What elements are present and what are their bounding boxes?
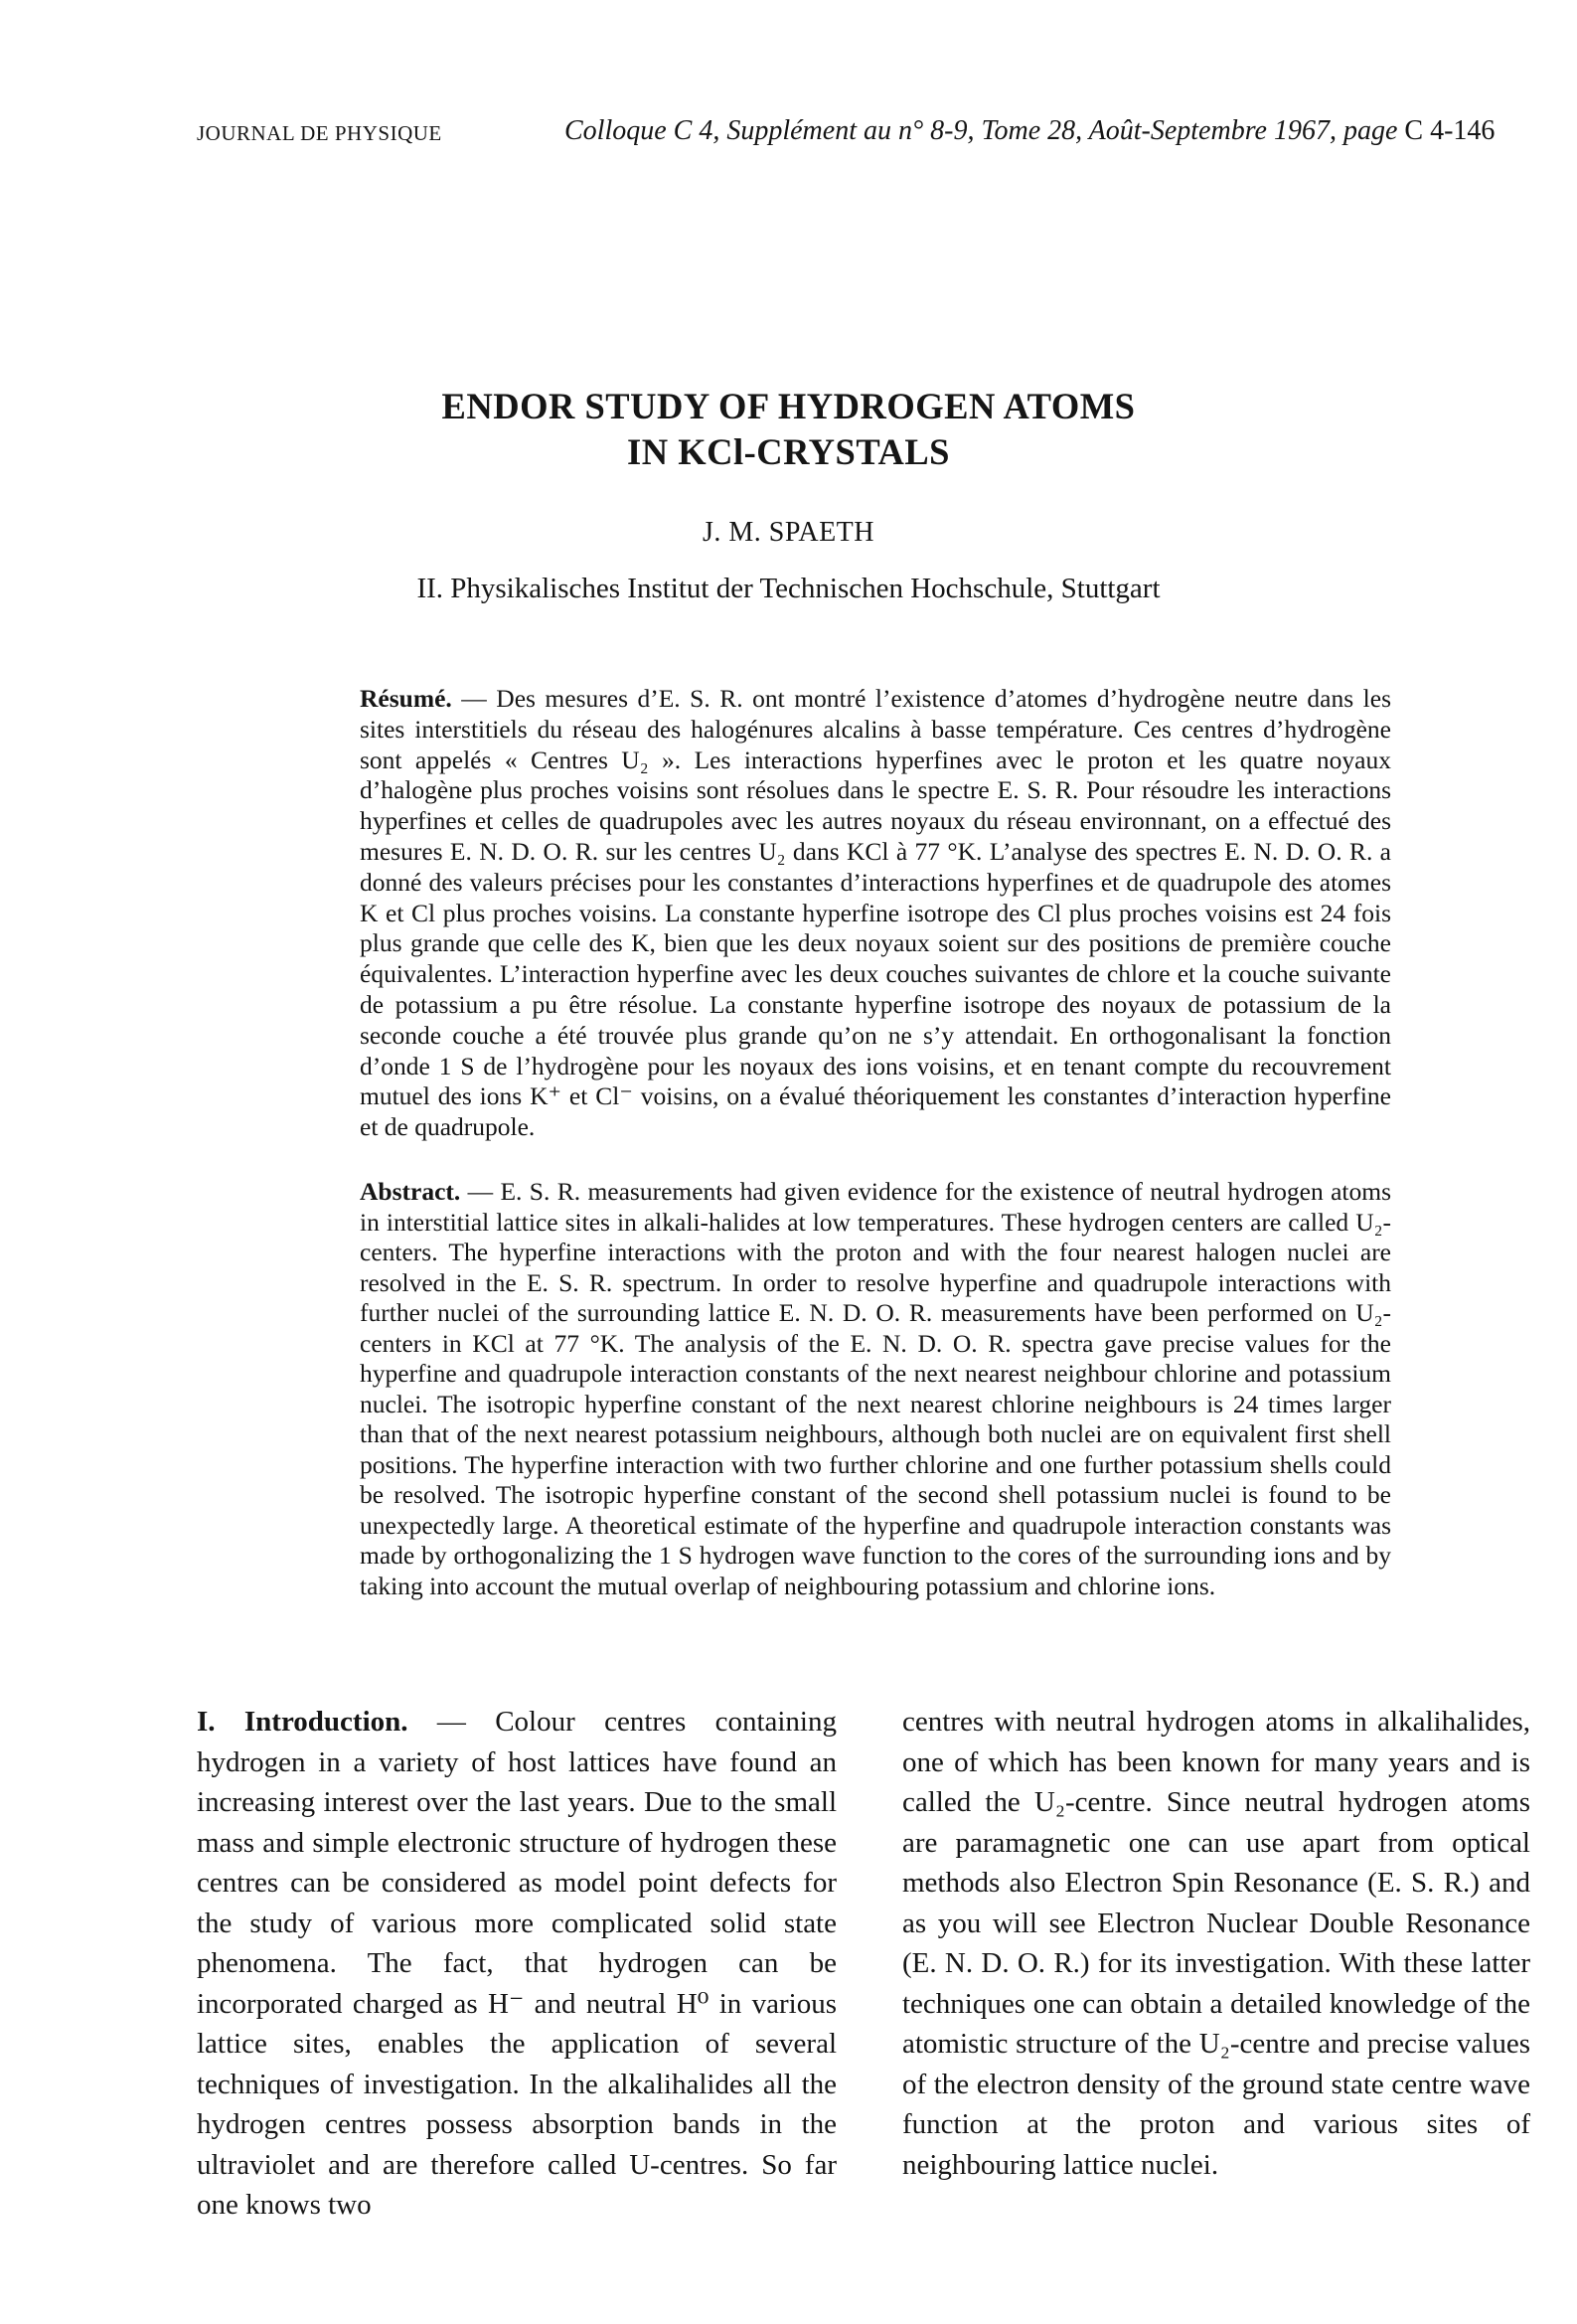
- abstract-label: Abstract.: [360, 1177, 461, 1206]
- introduction-column-left: [197, 1702, 837, 2226]
- resume-text: — Des mesures d’E. S. R. ont montré l’existence d’atomes d’hydrogène neutre dans les sites interstitiels du réseau des halogénures alcalins à basse température. Ces centres d’hydrogène sont appelés « Centres U₂ ». Les interactions hyperfines avec le proton et les quatre noyaux d’halogène plus proches voisins sont résolues dans le spectre E. S. R. Pour résoudre les interactions hyperfines et celles de quadrupoles avec les autres noyaux du réseau environnant, on a effectué des mesures E. N. D. O. R. sur les centres U₂ dans KCl à 77 °K. L’analyse des spectres E. N. D. O. R. a donné des valeurs précises pour les constantes d’interactions hyperfines et de quadrupole des atomes K et Cl plus proches voisins. La constante hyperfine isotrope des Cl plus proches voisins est 24 fois plus grande que celle des K, bien que les deux noyaux soient sur des positions de première couche équivalentes. L’interaction hyperfine avec les deux couches suivantes de chlore et la couche suivante de potassium a pu être résolue. La constante hyperfine isotrope des noyaux de potassium de la seconde couche a été trouvée plus grande qu’on ne s’y attendait. En orthogonalisant la fonction d’onde 1 S de l’hydrogène pour les noyaux des ions voisins, et en tenant compte du recouvrement mutuel des ions K⁺ et Cl⁻ voisins, on a évalué théoriquement les constantes d’interaction hyperfine et de quadrupole.: [360, 684, 1391, 1142]
- paper-title: [199, 384, 1378, 475]
- resume-paragraph: [360, 684, 1391, 1143]
- abstract-paragraph: [360, 1177, 1391, 1601]
- author: J. M. SPAETH: [702, 517, 874, 548]
- resume-label: Résumé.: [360, 684, 452, 713]
- title-line-2: IN KCl-CRYSTALS: [627, 431, 950, 472]
- colloque-info: Colloque C 4, Supplément au n° 8-9, Tome 28, Août-Septembre 1967, page: [564, 115, 1398, 146]
- journal-name: JOURNAL DE PHYSIQUE: [197, 121, 442, 145]
- affiliation: II. Physikalisches Institut der Technischen Hochschule, Stuttgart: [416, 573, 1161, 604]
- introduction-heading: I. Introduction.: [197, 1706, 408, 1738]
- title-line-1: ENDOR STUDY OF HYDROGEN ATOMS: [441, 386, 1136, 426]
- page-number: C 4-146: [1404, 115, 1496, 146]
- introduction-text-left: — Colour centres containing hydrogen in a variety of host lattices have found an increasing interest over the last years. Due to the small mass and simple electronic structure of hydrogen these centres can be considered as model point defects for the study of various more complicated solid state phenomena. The fact, that hydrogen can be incorporated charged as H⁻ and neutral H⁰ in various lattice sites, enables the application of several techniques of investigation. In the alkalihalides all the hydrogen centres possess absorption bands in the ultraviolet and are therefore called U-centres. So far one knows two: [197, 1706, 837, 2221]
- introduction-text-right: centres with neutral hydrogen atoms in alkalihalides, one of which has been known for many years and is called the U₂-centre. Since neutral hydrogen atoms are paramagnetic one can use apart from optical methods also Electron Spin Resonance (E. S. R.) and as you will see Electron Nuclear Double Resonance (E. N. D. O. R.) for its investigation. With these latter techniques one can obtain a detailed knowledge of the atomistic structure of the U₂-centre and precise values of the electron density of the ground state centre wave function at the proton and various sites of neighbouring lattice nuclei.: [902, 1706, 1530, 2181]
- introduction-column-right: [902, 1702, 1530, 2185]
- colloque-reference: [564, 115, 1496, 147]
- abstract-text: — E. S. R. measurements had given evidence for the existence of neutral hydrogen atoms in interstitial lattice sites in alkali-halides at low temperatures. These hydrogen centers are called U₂-centers. The hyperfine interactions with the proton and with the four nearest halogen nuclei are resolved in the E. S. R. spectrum. In order to resolve hyperfine and quadrupole interactions with further nuclei of the surrounding lattice E. N. D. O. R. measurements have been performed on U₂-centers in KCl at 77 °K. The analysis of the E. N. D. O. R. spectra gave precise values for the hyperfine and quadrupole interaction constants of the next nearest neighbour chlorine and potassium nuclei. The isotropic hyperfine constant of the next nearest chlorine neighbours is 24 times larger than that of the next nearest potassium neighbours, although both nuclei are on equivalent first shell positions. The hyperfine interaction with two further chlorine and one further potassium shells could be resolved. The isotropic hyperfine constant of the second shell potassium nuclei is found to be unexpectedly large. A theoretical estimate of the hyperfine and quadrupole interaction constants was made by orthogonalizing the 1 S hydrogen wave function to the cores of the surrounding ions and by taking into account the mutual overlap of neighbouring potassium and chlorine ions.: [360, 1177, 1391, 1600]
